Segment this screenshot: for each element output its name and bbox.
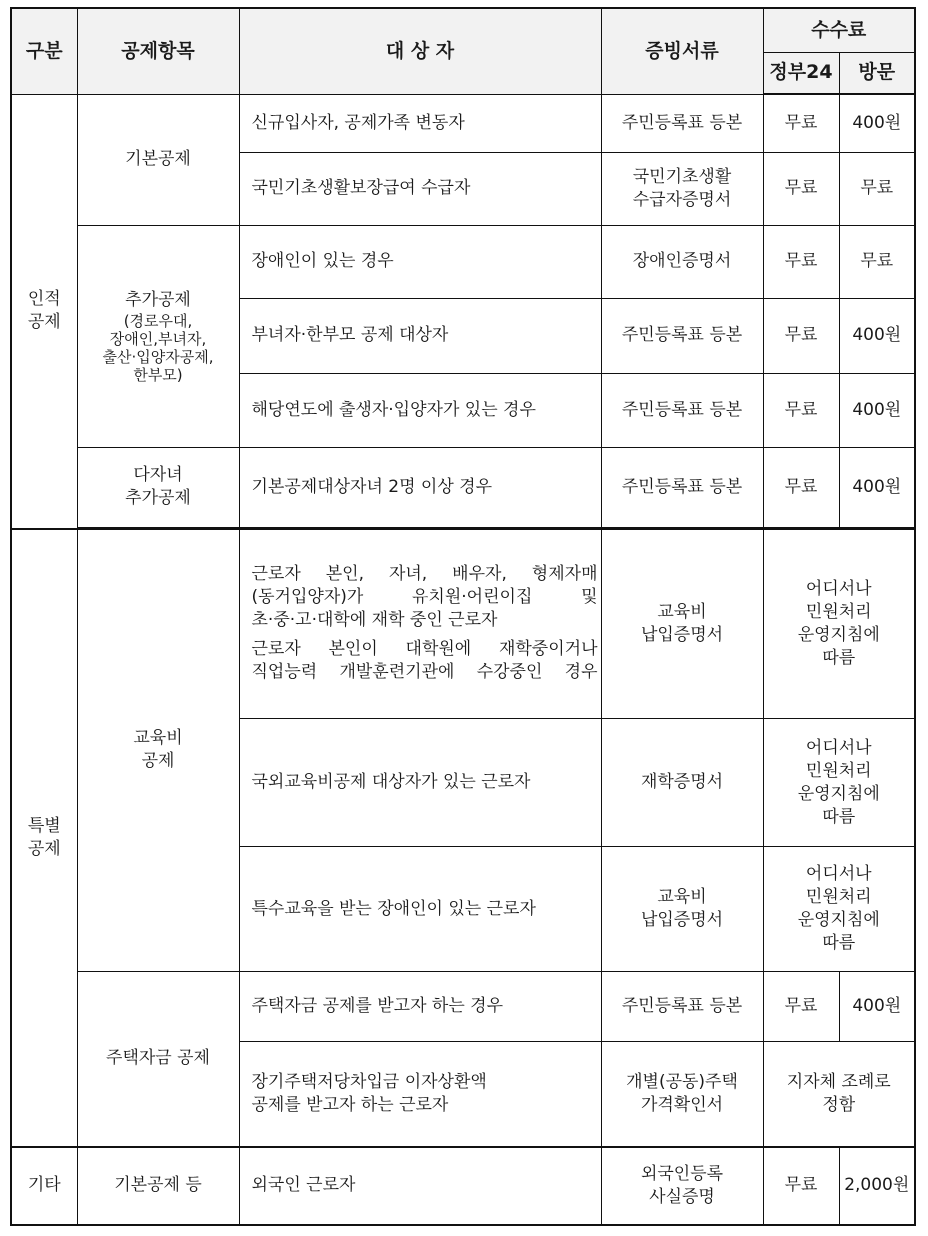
document-line: 주민등록표 등본 xyxy=(621,325,743,345)
target-line: 근로자 본인, 자녀, 배우자, 형제자매 xyxy=(251,564,598,585)
document-cell xyxy=(601,847,763,972)
visit-fee-cell: 400원 xyxy=(839,373,915,447)
fee-line: 민원처리 xyxy=(805,760,872,781)
gov24-fee-cell: 무료 xyxy=(763,1147,839,1225)
document-line: 주민등록표 등본 xyxy=(621,112,743,133)
fee-line: 지자체 조례로 xyxy=(786,1071,891,1092)
fee-line: 어디서나 xyxy=(805,578,872,599)
fee-line: 운영지침에 xyxy=(797,624,880,645)
document-cell xyxy=(601,529,763,719)
fee-line: 운영지침에 xyxy=(797,783,880,804)
document-line: 사실증명 xyxy=(649,1186,715,1207)
fee-cell xyxy=(763,719,915,847)
target-cell: 신규입사자, 공제가족 변동자 xyxy=(239,94,601,152)
fee-line: 어디서나 xyxy=(805,737,872,758)
document-line: 교육비 xyxy=(657,887,707,907)
item-education xyxy=(77,529,239,972)
target-line: 근로자 본인이 대학원에 재학중이거나 xyxy=(251,639,598,660)
category-line: 공제 xyxy=(27,312,61,332)
target-cell xyxy=(239,1042,601,1147)
gov24-fee-cell: 무료 xyxy=(763,972,839,1042)
item-basic: 기본공제 xyxy=(77,94,239,225)
fee-line: 따름 xyxy=(822,647,856,668)
gov24-fee-cell: 무료 xyxy=(763,225,839,298)
fee-line: 따름 xyxy=(822,933,856,953)
item-other: 기본공제 등 xyxy=(77,1147,239,1225)
target-line: 초·중·고·대학에 재학 중인 근로자 xyxy=(251,610,498,631)
fee-line: 어디서나 xyxy=(805,864,872,884)
target-line: 직업능력 개발훈련기관에 수강중인 경우 xyxy=(251,662,598,683)
item-line: 추가공제 xyxy=(125,488,191,508)
target-line: 장기주택저당차입금 이자상환액 xyxy=(251,1071,487,1092)
item-line: 다자녀 xyxy=(133,465,183,485)
visit-fee-cell: 2,000원 xyxy=(839,1147,915,1225)
item-line: 공제 xyxy=(141,751,175,772)
visit-fee-cell: 무료 xyxy=(839,225,915,298)
document-cell xyxy=(601,94,763,152)
document-cell xyxy=(601,1042,763,1147)
item-sub-line: 한부모) xyxy=(133,365,183,384)
document-line: 국민기초생활 xyxy=(632,166,732,187)
document-cell xyxy=(601,972,763,1042)
visit-fee-cell: 무료 xyxy=(839,152,915,225)
header-visit: 방문 xyxy=(839,52,915,94)
item-sub-line: 출산·입양자공제, xyxy=(102,347,214,366)
target-cell: 장애인이 있는 경우 xyxy=(239,225,601,298)
target-cell: 기본공제대상자녀 2명 이상 경우 xyxy=(239,447,601,527)
header-fee: 수수료 xyxy=(763,8,915,52)
document-line: 장애인증명서 xyxy=(632,251,732,271)
item-multichild xyxy=(77,447,239,527)
document-cell xyxy=(601,719,763,847)
category-other: 기타 xyxy=(11,1147,77,1225)
category-line: 특별 xyxy=(27,815,61,836)
fee-cell xyxy=(763,847,915,972)
document-line: 재학증명서 xyxy=(640,772,724,792)
visit-fee-cell: 400원 xyxy=(839,298,915,373)
document-line: 주민등록표 등본 xyxy=(621,476,743,497)
fee-cell xyxy=(763,529,915,719)
fee-line: 따름 xyxy=(822,806,856,827)
gov24-fee-cell: 무료 xyxy=(763,94,839,152)
header-target: 대 상 자 xyxy=(239,8,601,94)
category-special xyxy=(11,529,77,1147)
fee-line: 운영지침에 xyxy=(797,910,880,930)
item-title: 추가공제 xyxy=(125,289,191,310)
fee-line: 민원처리 xyxy=(805,601,872,622)
document-line: 주민등록표 등본 xyxy=(621,996,743,1016)
document-line: 외국인등록 xyxy=(640,1163,724,1184)
target-cell xyxy=(239,529,601,719)
visit-fee-cell: 400원 xyxy=(839,972,915,1042)
gov24-fee-cell: 무료 xyxy=(763,298,839,373)
deduction-documents-table xyxy=(10,7,916,1226)
document-cell xyxy=(601,225,763,298)
gov24-fee-cell: 무료 xyxy=(763,447,839,527)
document-line: 가격확인서 xyxy=(640,1094,724,1115)
document-cell xyxy=(601,373,763,447)
document-line: 수급자증명서 xyxy=(632,189,732,210)
document-line: 납입증명서 xyxy=(640,910,724,930)
document-cell xyxy=(601,1147,763,1225)
target-cell: 특수교육을 받는 장애인이 있는 근로자 xyxy=(239,847,601,972)
visit-fee-cell: 400원 xyxy=(839,447,915,527)
document-cell xyxy=(601,298,763,373)
header-document: 증빙서류 xyxy=(601,8,763,94)
fee-line: 민원처리 xyxy=(805,887,872,907)
gov24-fee-cell: 무료 xyxy=(763,373,839,447)
item-line: 교육비 xyxy=(133,728,183,749)
document-cell xyxy=(601,152,763,225)
target-cell: 부녀자·한부모 공제 대상자 xyxy=(239,298,601,373)
document-line: 개별(공동)주택 xyxy=(626,1071,738,1092)
document-line: 주민등록표 등본 xyxy=(621,399,743,420)
target-line: 공제를 받고자 하는 근로자 xyxy=(251,1094,449,1115)
item-additional xyxy=(77,225,239,447)
visit-fee-cell: 400원 xyxy=(839,94,915,152)
fee-cell xyxy=(763,1042,915,1147)
document-line: 교육비 xyxy=(657,601,707,622)
header-gov24: 정부24 xyxy=(763,52,839,94)
header-item: 공제항목 xyxy=(77,8,239,94)
document-line: 납입증명서 xyxy=(640,624,724,645)
fee-line: 정함 xyxy=(822,1094,856,1115)
item-housing: 주택자금 공제 xyxy=(77,972,239,1147)
target-cell: 국외교육비공제 대상자가 있는 근로자 xyxy=(239,719,601,847)
item-sub-line: (경로우대, xyxy=(123,311,193,330)
document-cell xyxy=(601,447,763,527)
target-cell: 주택자금 공제를 받고자 하는 경우 xyxy=(239,972,601,1042)
item-sub-line: 장애인,부녀자, xyxy=(109,329,207,348)
header-category: 구분 xyxy=(11,8,77,94)
target-line: (동거입양자)가 유치원·어린이집 및 xyxy=(251,587,598,608)
gov24-fee-cell: 무료 xyxy=(763,152,839,225)
target-cell: 국민기초생활보장급여 수급자 xyxy=(239,152,601,225)
category-line: 공제 xyxy=(27,838,61,859)
category-line: 인적 xyxy=(27,289,61,309)
target-cell: 해당연도에 출생자·입양자가 있는 경우 xyxy=(239,373,601,447)
category-human xyxy=(11,94,77,529)
target-cell: 외국인 근로자 xyxy=(239,1147,601,1225)
